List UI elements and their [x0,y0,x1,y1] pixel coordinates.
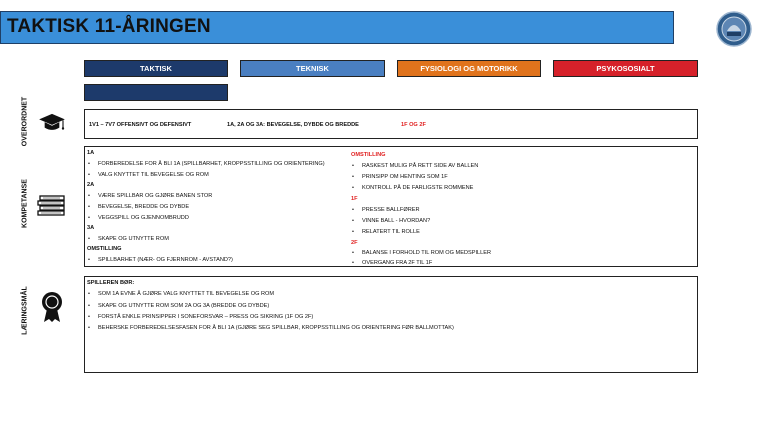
list-item: • VINNE BALL - HVORDAN? [362,218,430,225]
section-label-laeringsmal: LÆRINGSMÅL [21,286,29,335]
kompetanse-heading-1f: 1F [351,196,358,202]
list-item: • SOM 1A EVNE Å GJØRE VALG KNYTTET TIL BEVEGELSE OG ROM [98,291,274,298]
overordnet-box [84,109,698,139]
list-item: • PRESSE BALLFØRER [362,207,420,214]
list-item: • KONTROLL PÅ DE FARLIGSTE ROMMENE [362,185,473,192]
laeringsmal-box [84,276,698,373]
page-title: TAKTISK 11-ÅRINGEN [7,16,211,37]
list-item: • BALANSE I FORHOLD TIL ROM OG MEDSPILLER [362,250,491,257]
books-icon [37,193,67,219]
laeringsmal-heading: SPILLEREN BØR: [87,280,135,286]
list-item: • SKAPE OG UTNYTTE ROM SOM 2A OG 3A (BREDDE OG DYBDE) [98,303,269,310]
section-label-overordnet: OVERORDNET [21,96,29,147]
list-item: • BEHERSKE FORBEREDELSESFASEN FOR Å BLI 1A (GJØRE SEG SPILLBAR, KROPPSSTILLING OG ORIENTERING FØR BALLMOTTAK) [98,325,454,332]
tab-teknisk[interactable]: TEKNISK [240,60,385,77]
list-item: • VÆRE SPILLBAR OG GJØRE BANEN STOR [98,193,212,200]
kompetanse-box [84,146,698,267]
club-badge-icon [716,11,752,47]
list-item: • RASKEST MULIG PÅ RETT SIDE AV BALLEN [362,163,478,170]
title-bar [0,11,674,44]
list-item: • VEGGSPILL OG GJENNOMBRUDD [98,215,189,222]
kompetanse-heading-omstilling-left: OMSTILLING [87,246,122,252]
list-item: • BEVEGELSE, BREDDE OG DYBDE [98,204,189,211]
tab-psykososialt[interactable]: PSYKOSOSIALT [553,60,698,77]
kompetanse-heading-omstilling-right: OMSTILLING [351,152,386,158]
list-item: • FORSTÅ ENKLE PRINSIPPER I SONEFORSVAR – PRESS OG SIKRING (1F OG 2F) [98,314,313,321]
list-item: • SKAPE OG UTNYTTE ROM [98,236,169,243]
list-item: • VALG KNYTTET TIL BEVEGELSE OG ROM [98,172,209,179]
kompetanse-heading-2a: 2A [87,182,95,188]
list-item: • RELATERT TIL ROLLE [362,229,420,236]
overordnet-item-2: 1A, 2A OG 3A: BEVEGELSE, DYBDE OG BREDDE [227,122,359,128]
kompetanse-heading-2f: 2F [351,240,358,246]
list-item: • OVERGANG FRA 2F TIL 1F [362,260,432,267]
overordnet-item-3: 1F OG 2F [401,122,426,128]
graduation-cap-icon [37,112,67,134]
kompetanse-heading-1a: 1A [87,150,95,156]
kompetanse-heading-3a: 3A [87,225,95,231]
list-item: • FORBEREDELSE FOR Å BLI 1A (SPILLBARHET, KROPPSSTILLING OG ORIENTERING) [98,161,325,168]
award-ribbon-icon [39,291,65,323]
section-label-kompetanse: KOMPETANSE [21,179,29,228]
list-item: • PRINSIPP OM HENTING SOM 1F [362,174,448,181]
tab-taktisk[interactable]: TAKTISK [84,60,228,77]
overordnet-item-1: 1V1 – 7V7 OFFENSIVT OG DEFENSIVT [89,122,192,128]
tab-fysiologi-og-motorikk[interactable]: FYSIOLOGI OG MOTORIKK [397,60,541,77]
list-item: • SPILLBARHET (NÆR- OG FJERNROM - AVSTAND?) [98,257,233,264]
active-tab-indicator [84,84,228,101]
